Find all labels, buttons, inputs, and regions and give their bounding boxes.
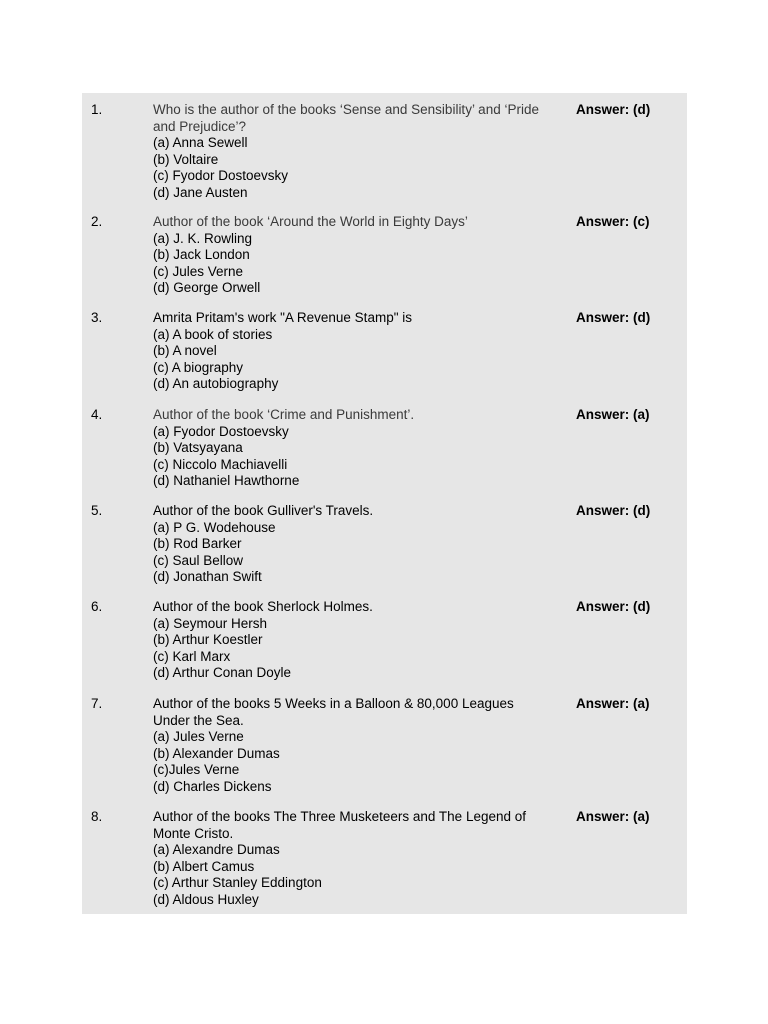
question-body: [153, 102, 553, 201]
option-b: (b) Voltaire: [153, 151, 219, 167]
answer-label: Answer: (c): [576, 214, 650, 229]
option-c: (c) Niccolo Machiavelli: [153, 456, 288, 472]
answer-label: Answer: (d): [576, 102, 651, 117]
question-body: [153, 809, 553, 908]
answer-label: Answer: (a): [576, 809, 650, 824]
question-text: Author of the books The Three Musketeers and The Legend of Monte Cristo.: [153, 809, 526, 841]
question-text: Author of the book Gulliver's Travels.: [153, 503, 374, 518]
question-number: 7.: [91, 696, 103, 711]
question-body: [153, 214, 553, 297]
question-number: 5.: [91, 503, 103, 518]
question-number: 1.: [91, 102, 103, 117]
question-number: 6.: [91, 599, 103, 614]
option-a: (a) J. K. Rowling: [153, 230, 253, 246]
option-d: (d) Arthur Conan Doyle: [153, 665, 292, 680]
option-b: (b) A novel: [153, 343, 217, 358]
question-text: Author of the book Sherlock Holmes.: [153, 599, 373, 614]
option-a: (a) P G. Wodehouse: [153, 519, 276, 535]
option-d: (d) Jonathan Swift: [153, 569, 262, 584]
option-d: (d) Aldous Huxley: [153, 891, 259, 907]
option-b: (b) Alexander Dumas: [153, 745, 280, 761]
option-c: (c) Jules Verne: [153, 263, 244, 279]
option-a: (a) Anna Sewell: [153, 135, 248, 150]
answer-label: Answer: (d): [576, 599, 651, 614]
answer-label: Answer: (d): [576, 310, 651, 325]
answer-label: Answer: (a): [576, 696, 650, 711]
answer-label: Answer: (a): [576, 407, 650, 422]
question-number: 3.: [91, 310, 103, 325]
question-text: Author of the book ‘Crime and Punishment’.: [153, 407, 415, 422]
question-text: Author of the book ‘Around the World in Eighty Days’: [153, 214, 468, 229]
question-text: Author of the books 5 Weeks in a Balloon & 80,000 Leagues Under the Sea.: [153, 696, 514, 728]
question-number: 8.: [91, 809, 103, 824]
answer-label: Answer: (d): [576, 503, 651, 518]
option-a: (a) Jules Verne: [153, 729, 244, 744]
option-b: (b) Albert Camus: [153, 858, 255, 874]
question-number: 4.: [91, 407, 103, 422]
question-body: [153, 407, 553, 490]
option-b: (b) Jack London: [153, 247, 250, 262]
option-d: (d) Jane Austen: [153, 184, 248, 200]
option-c: (c) Fyodor Dostoevsky: [153, 168, 289, 183]
question-text: Who is the author of the books ‘Sense and Sensibility’ and ‘Pride and Prejudice’?: [153, 102, 539, 134]
question-body: [153, 310, 553, 393]
option-d: (d) An autobiography: [153, 376, 279, 391]
option-a: (a) Seymour Hersh: [153, 615, 268, 631]
option-b: (b) Vatsyayana: [153, 440, 243, 455]
option-a: (a) A book of stories: [153, 326, 273, 342]
option-c: (c) Karl Marx: [153, 648, 231, 664]
option-b: (b) Rod Barker: [153, 536, 242, 551]
option-a: (a) Fyodor Dostoevsky: [153, 423, 289, 439]
option-d: (d) George Orwell: [153, 280, 261, 295]
question-body: [153, 599, 553, 682]
quiz-panel: [82, 93, 687, 914]
option-a: (a) Alexandre Dumas: [153, 842, 280, 857]
option-c: (c) A biography: [153, 359, 244, 375]
question-number: 2.: [91, 214, 103, 229]
option-b: (b) Arthur Koestler: [153, 632, 263, 647]
question-body: [153, 696, 553, 795]
question-text: Amrita Pritam's work "A Revenue Stamp" is: [153, 310, 412, 325]
option-d: (d) Nathaniel Hawthorne: [153, 473, 300, 488]
option-d: (d) Charles Dickens: [153, 778, 272, 794]
option-c: (c) Arthur Stanley Eddington: [153, 875, 322, 890]
option-c: (c)Jules Verne: [153, 762, 240, 777]
option-c: (c) Saul Bellow: [153, 552, 244, 568]
question-body: [153, 503, 553, 586]
